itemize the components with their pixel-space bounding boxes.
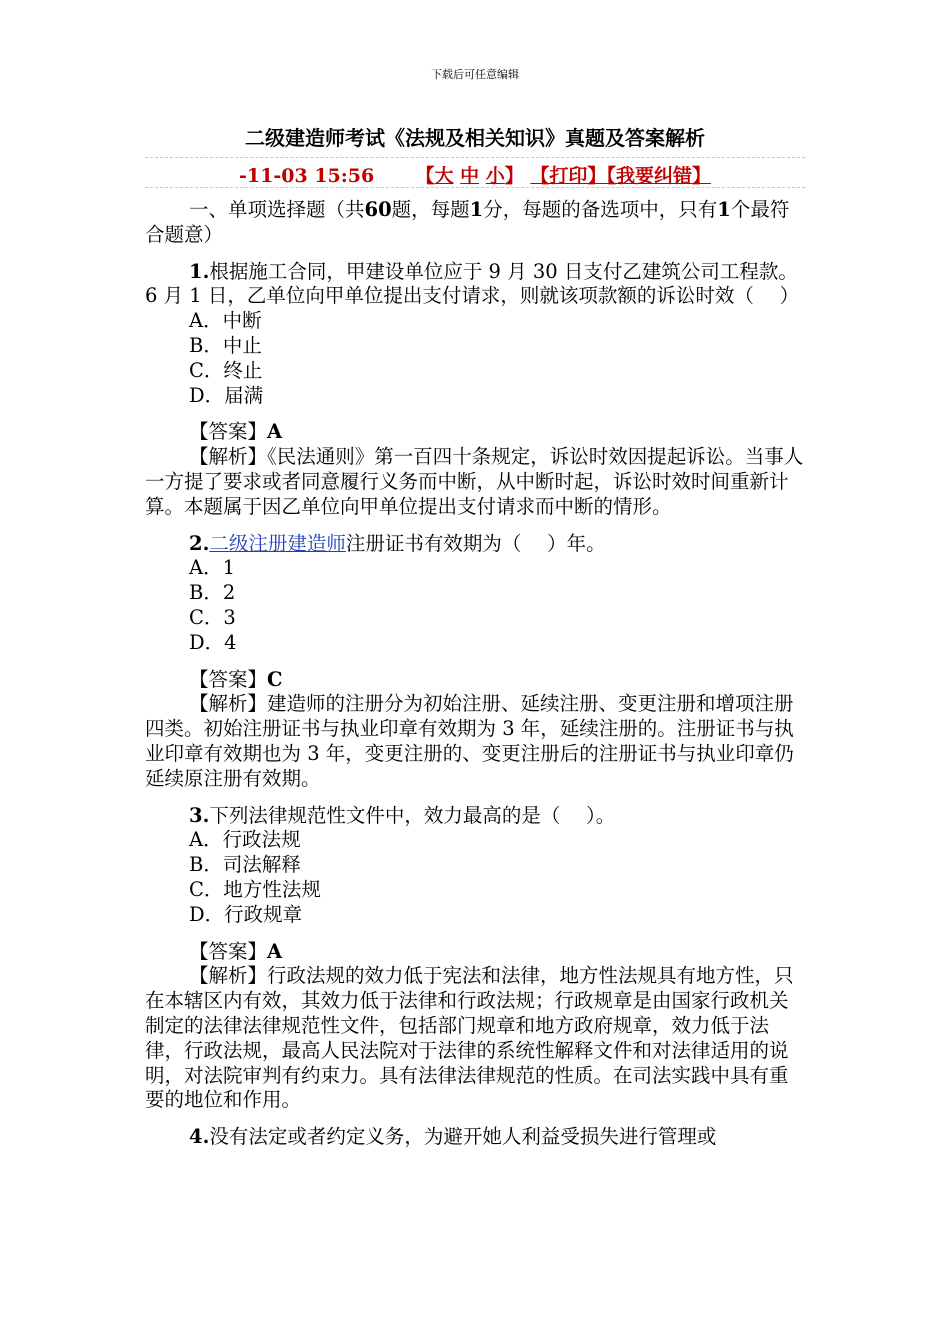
print-link[interactable]: 【打印】 [530, 165, 607, 187]
question-3-option-c: C．地方性法规 [189, 877, 321, 901]
font-large-link[interactable]: 大 [434, 165, 454, 187]
question-3-option-b: B．司法解释 [189, 853, 301, 877]
question-3-option-d: D．行政规章 [189, 902, 303, 926]
question-2-option-b: B．2 [189, 581, 236, 605]
question-2-stem: 2.二级注册建造师注册证书有效期为（ ）年。 [189, 531, 606, 555]
font-size-controls: 【大 中 小】 [415, 165, 524, 187]
question-1-option-c: C．终止 [189, 358, 263, 382]
publish-datetime: -11-03 15:56 [239, 165, 375, 187]
registered-constructor-link[interactable]: 二级注册建造师 [209, 531, 346, 555]
question-1-option-b: B．中止 [189, 333, 262, 357]
question-3-option-a: A．行政法规 [189, 828, 301, 852]
page-title: 二级建造师考试《法规及相关知识》真题及答案解析 [245, 126, 705, 150]
question-2-analysis: 【解析】建造师的注册分为初始注册、延续注册、变更注册和增项注册四类。初始注册证书与执业印章有效期为 3 年，延续注册的。注册证书与执业印章有效期也为 3 年，变更注册的、变更注册后的注册证书与执业印章仍延续原注册有效期。 [145, 692, 794, 790]
question-2-option-d: D．4 [189, 630, 237, 654]
article-body [145, 198, 805, 1150]
header-note: 下载后可任意编辑 [431, 68, 519, 81]
question-2-answer: 【答案】C [189, 667, 283, 691]
question-3-stem: 3.下列法律规范性文件中，效力最高的是（ ）。 [189, 803, 616, 827]
question-2-option-a: A．1 [189, 556, 235, 580]
question-1-stem: 1.根据施工合同，甲建设单位应于 9 月 30 日支付乙建筑公司工程款。 6 月 1 日，乙单位向甲单位提出支付请求，则就该项款额的诉讼时效（ ） [145, 259, 800, 308]
section-intro: 一、单项选择题（共60题，每题1分，每题的备选项中，只有1个最符合题意） [145, 198, 790, 246]
question-1-answer: 【答案】A [189, 420, 283, 444]
question-1-option-a: A．中断 [189, 309, 262, 333]
question-3-answer: 【答案】A [189, 939, 283, 963]
divider-top [145, 157, 805, 158]
question-4-stem: 4.没有法定或者约定义务，为避开她人利益受损失进行管理或 [189, 1125, 717, 1149]
report-error-link[interactable]: 【我要纠错】 [606, 165, 711, 187]
font-medium-link[interactable]: 中 [460, 165, 480, 187]
question-1-option-d: D．届满 [189, 383, 264, 407]
font-small-link[interactable]: 小 [485, 165, 505, 187]
article-meta [145, 161, 805, 188]
question-1-analysis: 【解析】《民法通则》第一百四十条规定，诉讼时效因提起诉讼。当事人一方提了要求或者同意履行义务而中断，从中断时起，诉讼时效时间重新计算。本题属于因乙单位向甲单位提出支付请求而中断的情形。 [145, 445, 804, 518]
question-3-analysis: 【解析】行政法规的效力低于宪法和法律，地方性法规具有地方性，只在本辖区内有效，其效力低于法律和行政法规；行政规章是由国家行政机关制定的法律法律规范性文件，包括部门规章和地方政府规章，效力低于法律，行政法规，最高人民法院对于法律的系统性解释文件和对法律适用的说明，对法院审判有约束力。具有法律法律规范的性质。在司法实践中具有重要的地位和作用。 [145, 964, 794, 1112]
divider-bottom [145, 187, 805, 188]
question-2-option-c: C．3 [189, 605, 236, 629]
